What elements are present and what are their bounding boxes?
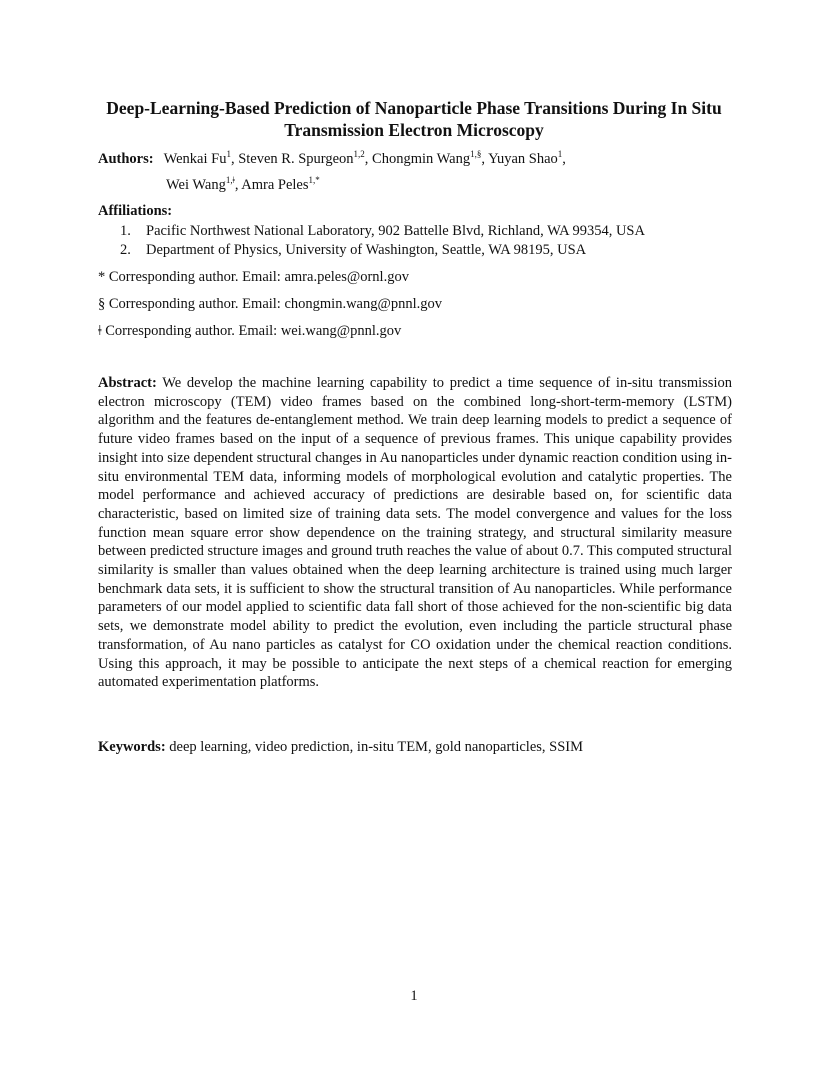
- affiliations-heading: Affiliations:: [98, 203, 173, 219]
- author-name: Wei Wang: [166, 177, 226, 193]
- author-name: Yuyan Shao: [488, 151, 558, 167]
- affiliation-number: 1.: [120, 223, 131, 239]
- author-affiliation-mark: 1,§: [470, 149, 482, 159]
- author-affiliation-mark: 1: [226, 149, 231, 159]
- authors-line-1: Authors: Wenkai Fu$^1$, Steven R. Spurgeon$^{1,2}$, Chongmin Wang$^{1,\S}$, Yuyan Shao$^1$,: [98, 149, 566, 167]
- affiliation-text: Pacific Northwest National Laboratory, 902 Battelle Blvd, Richland, WA 99354, USA: [146, 223, 645, 239]
- abstract-paragraph: [98, 374, 732, 692]
- author-affiliation-mark: 1,ǂ: [225, 175, 235, 185]
- corresponding-author-note: ǂ Corresponding author. Email: wei.wang@pnnl.gov: [98, 323, 402, 339]
- author-affiliation-mark: 1: [557, 149, 563, 159]
- abstract-label: Abstract:: [98, 375, 157, 391]
- author-name: Steven R. Spurgeon: [238, 151, 354, 167]
- corresponding-author-note: * Corresponding author. Email: amra.peles@ornl.gov: [98, 269, 409, 285]
- abstract-text: We develop the machine learning capability to predict a time sequence of in-situ transmission electron microscopy (TEM) video frames based on the combined long-short-term-memory (LSTM) algorithm and the features de-entanglement method. We train deep learning models to predict a sequence of future video frames based on the input of a sequence of previous frames. This unique capability provides insight into size dependent structural changes in Au nanoparticles under dynamic reaction condition using in-situ environmental TEM data, informing models of morphological evolution and catalytic properties. The model performance and achieved accuracy of predictions are desirable based on, for scientific data characteristic, based on limited size of training data sets. The model convergence and values for the loss function mean square error show dependence on the training strategy, and structural similarity measure between predicted structure images and ground truth reaches the value of about 0.7. This computed structural similarity is smaller than values obtained when the deep learning architecture is trained using much larger benchmark data sets, it is sufficient to show the structural transition of Au nanoparticles. While performance parameters of our model applied to scientific data fall short of those achieved for the non-scientific big data sets, we demonstrate model ability to predict the evolution, even including the particle structural phase transformation, of Au nano particles as catalyst for CO oxidation under the chemical reaction conditions. Using this approach, it may be possible to anticipate the next steps of a chemical reaction for emerging automated experimentation platforms.: [98, 375, 732, 691]
- affiliation-item: [120, 222, 645, 241]
- affiliation-item: [120, 241, 586, 260]
- affiliation-text: Department of Physics, University of Washington, Seattle, WA 98195, USA: [146, 242, 587, 258]
- keywords-line: [98, 738, 583, 757]
- corresponding-author-note: § Corresponding author. Email: chongmin.wang@pnnl.gov: [98, 296, 442, 312]
- paper-title: Deep-Learning-Based Prediction of Nanoparticle Phase Transitions During In Situ Transmission Electron Microscopy: [106, 98, 722, 140]
- author-name: Wenkai Fu: [163, 151, 227, 167]
- author-name: Amra Peles: [241, 177, 309, 193]
- affiliation-number: 2.: [120, 242, 131, 258]
- page-number: 1: [410, 988, 418, 1004]
- author-affiliation-mark: 1,*: [308, 175, 320, 185]
- authors-line-2: Wei Wang$^{1,ǂ}$, Amra Peles$^{1,*}$: [166, 175, 320, 193]
- author-affiliation-mark: 1,2: [353, 149, 365, 159]
- author-name: Chongmin Wang: [372, 151, 471, 167]
- keywords-text: deep learning, video prediction, in-situ TEM, gold nanoparticles, SSIM: [169, 739, 584, 755]
- keywords-label: Keywords:: [98, 739, 166, 755]
- authors-label: Authors:: [98, 151, 154, 167]
